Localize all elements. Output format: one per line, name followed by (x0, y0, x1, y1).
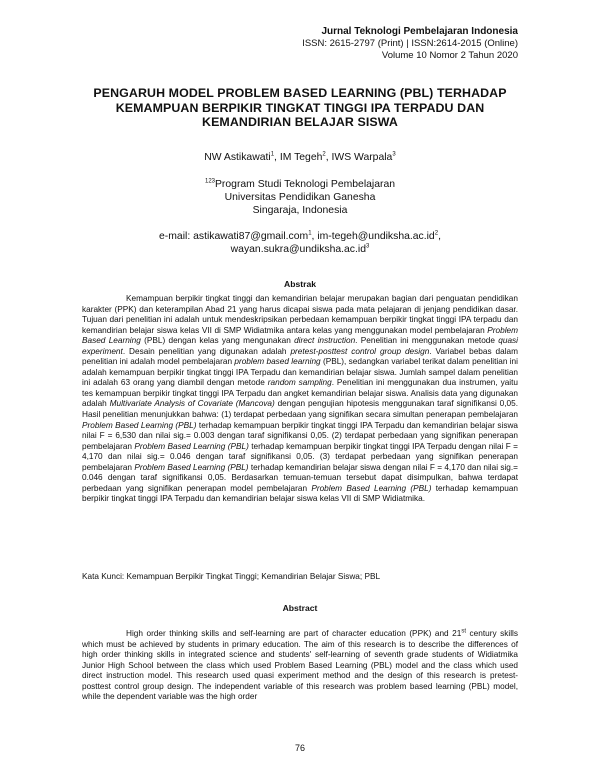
affiliation-line: Universitas Pendidikan Ganesha (224, 192, 376, 203)
affiliation (60, 178, 540, 217)
email-sup: 3 (365, 243, 370, 250)
title-line: KEMAMPUAN BERPIKIR TINGKAT TINGGI IPA TERPADU DAN (115, 100, 485, 115)
author-list: NW Astikawati$^1$, IM Tegeh$^2$, IWS Warpala$^3$ (204, 151, 396, 163)
page-number: 76 (294, 743, 305, 753)
email-sup: 2 (434, 230, 439, 237)
journal-volume: Volume 10 Nomor 2 Tahun 2020 (381, 50, 518, 61)
email-block: e-mail: astikawati87@gmail.com$^1$, $im-tegeh@undiksha.ac.id^2$, $wayan.sukra@undiksha.ac.id^3$ (159, 230, 441, 255)
author-name: NW Astikawati (204, 152, 271, 163)
affiliation-sup: 123 (204, 178, 215, 185)
affiliation-line: Program Studi Teknologi Pembelajaran (215, 179, 396, 190)
abstract-heading: Abstract (282, 603, 318, 613)
email-link[interactable]: astikawati87@gmail.com (193, 231, 309, 242)
journal-header (302, 26, 518, 62)
author-sup: 1 (270, 151, 275, 158)
journal-issn: ISSN: 2615-2797 (Print) | ISSN:2614-2015 (Online) (302, 38, 518, 49)
abstrak-heading: Abstrak (284, 279, 316, 289)
abstract-paragraph: High order thinking skills and self-learning are part of character education (PPK) and 21st century skills which must be achieved by students in primary education. The aim of this research is to describe the differences of high order thinking skills in integrated science and students' self-learning of seventh grade students of Widiatmika Junior High School between the class which used Problem Based Learning (PBL) model and the class which used direct instruction model. This research used quasi experiment method and the design of this research is pretest-posttest control group design. The independent variable of this research was problem based learning (PBL) model, while the dependent variable was the high order (82, 628, 518, 702)
author-name: IM Tegeh (279, 152, 323, 163)
affiliation-line: Singaraja, Indonesia (252, 205, 348, 216)
email-link[interactable]: im-tegeh@undiksha.ac.id (317, 231, 435, 242)
email-link[interactable]: wayan.sukra@undiksha.ac.id (230, 244, 366, 255)
kata-kunci: Kata Kunci: Kemampuan Berpikir Tingkat Tinggi; Kemandirian Belajar Siswa; PBL (82, 572, 381, 581)
author-sup: 3 (392, 151, 396, 158)
email-sup: 1 (308, 230, 312, 237)
abstrak-paragraph: Kemampuan berpikir tingkat tinggi dan kemandirian belajar merupakan bagian dari penguatan pendidikan karakter (PPK) dan keterampilan Abad 21 yang harus dicapai siswa pada mata pelajaran di jenjang pendidikan dasar. Tujuan dari penelitian ini adalah untuk mendeskripsikan perbedaan kemampuan berpikir tingkat tinggi IPA terpadu dan kemandirian belajar siswa kelas VII di SMP Widiatmika antara kelas yang menggunakan model pembelajaran Problem Based Learning (PBL) dengan kelas yang mengunakan direct instruction. Penelitian ini menggunakan metode quasi experiment. Desain penelitian yang digunakan adalah pretest-posttest control group design. Variabel bebas dalam penelitian ini adalah model pembelajaran problem based learning (PBL), sedangkan variabel terikat dalam penelitian ini adalah kemampuan berpikir tingkat tinggi IPA Terpadu dan kemandirian belajar siswa. Jumlah sampel dalam penelitian ini adalah 63 orang yang diambil dengan metode random sampling. Penelitian ini menggunakan dua instrumen, yaitu tes kemampuan berpikir tingkat tinggi IPA Terpadu dan angket kemandirian belajar siswa. Analisis data yang digunakan adalah Multivariate Analysis of Covariate (Mancova) dengan pengujian hipotesis menggunakan taraf signifikansi 0,05. Hasil penelitian menunjukkan bahwa: (1) terdapat perbedaan yang signifikan secara simultan penerapan pembelajaran Problem Based Learning (PBL) terhadap kemampuan berpikir tingkat tinggi IPA Terpadu dan kemandirian belajar siswa nilai F = 6,530 dan nilai sig.= 0.003 dengan taraf signifikansi 0,05. (2) terdapat perbedaan yang signifikan penerapan pembelajaran Problem Based Learning (PBL) terhadap kemampuan berpikir tingkat tinggi IPA Terpadu dengan nilai F = 4,170 dan nilai sig.= 0.046 dengan taraf signifikansi 0,05. (3) terdapat perbedaan yang signifikan penerapan pembelajaran Problem Based Learning (PBL) terhadap kemandirian belajar siswa dengan nilai F = 4,170 dan nilai sig.= 0.046 dengan taraf signifikansi 0,05. Berdasarkan temuan-temuan tersebut dapat disimpulkan, bahwa terdapat perbedaan yang signifikan penerapan model pembelajaran Problem Based Learning (PBL) terhadap kemampuan berpikir tingkat tinggi IPA Terpadu dan kemandirian belajar siswa kelas VII di SMP Widiatmika. (82, 294, 519, 504)
journal-name: Jurnal Teknologi Pembelajaran Indonesia (321, 26, 518, 37)
email-label: e-mail: (159, 231, 194, 242)
title-line: PENGARUH MODEL PROBLEM BASED LEARNING (PBL) TERHADAP (93, 86, 507, 100)
title-line: KEMANDIRIAN BELAJAR SISWA (202, 115, 398, 129)
author-sup: 2 (322, 151, 326, 158)
paper-title (60, 86, 540, 130)
author-name: IWS Warpala (331, 152, 393, 163)
